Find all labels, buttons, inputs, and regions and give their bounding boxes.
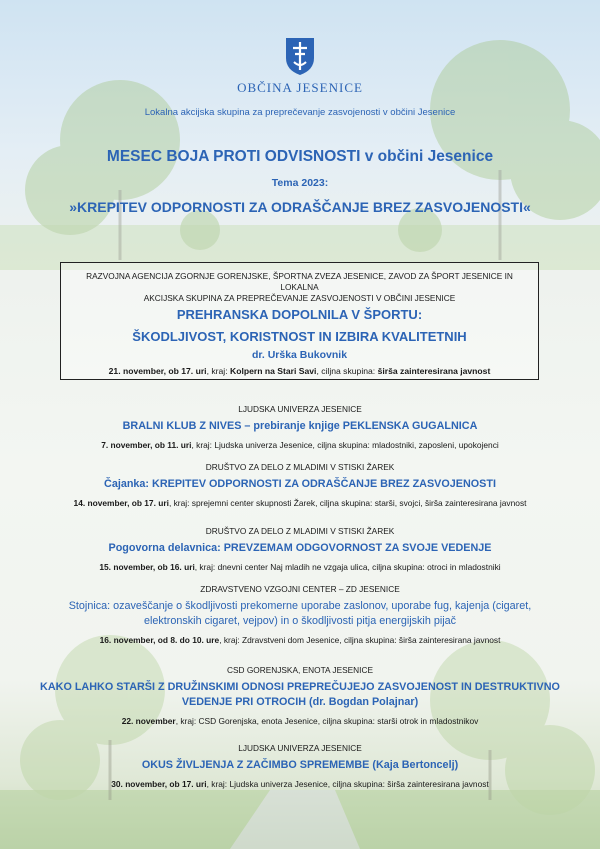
event-title <box>20 599 580 629</box>
featured-place: Kolpern na Stari Savi <box>229 366 317 376</box>
event-date: 15. november, ob 16. uri <box>99 562 195 572</box>
event-audience-label: , ciljna skupina: <box>327 779 388 789</box>
event-place-label: , kraj: <box>175 716 199 726</box>
event-audience: starši, svojci, širša zainteresirana javnost <box>374 498 527 508</box>
event-title <box>20 680 580 710</box>
featured-author: dr. Urška Bukovnik <box>251 349 348 361</box>
event-title: BRALNI KLUB Z NIVES – prebiranje knjige PEKLENSKA GUGALNICA <box>122 420 478 432</box>
event-audience: širša zainteresirana javnost <box>398 635 501 645</box>
event-place-label: , kraj: <box>206 779 230 789</box>
event-organizer: LJUDSKA UNIVERZA JESENICE <box>238 743 362 753</box>
event-audience: otroci in mladostniki <box>427 562 501 572</box>
event-title: Pogovorna delavnica: PREVZEMAM ODGOVORNOST ZA SVOJE VEDENJE <box>108 542 492 554</box>
event-title-line1: KAKO LAHKO STARŠI Z DRUŽINSKIMI ODNOSI PREPREČUJEJO ZASVOJENOST IN DESTRUKTIVNO <box>40 681 560 693</box>
subtitle: Lokalna akcijska skupina za preprečevanje zasvojenosti v občini Jesenice <box>144 107 456 118</box>
event-details <box>20 779 580 789</box>
event-title: OKUS ŽIVLJENJA Z ZAČIMBO SPREMEMBE (Kaja Bertoncelj) <box>141 759 459 771</box>
event-place-label: , kraj: <box>168 498 192 508</box>
event-item <box>20 526 580 572</box>
event-audience-label: , ciljna skupina: <box>312 440 373 450</box>
event-audience-label: , ciljna skupina: <box>315 498 375 508</box>
event-organizer: LJUDSKA UNIVERZA JESENICE <box>238 404 362 414</box>
featured-organizers <box>61 271 538 304</box>
featured-organizers-line1: RAZVOJNA AGENCIJA ZGORNJE GORENJSKE, ŠPORTNA ZVEZA JESENICE, ZAVOD ZA ŠPORT JESENICE IN LOKALNA <box>86 271 513 292</box>
theme-title: »KREPITEV ODPORNOSTI ZA ODRAŠČANJE BREZ ZASVOJENOSTI« <box>69 199 531 215</box>
event-date: 14. november, ob 17. uri <box>73 498 169 508</box>
featured-details <box>61 366 538 376</box>
event-title-line1: Stojnica: ozaveščanje o škodljivosti prekomerne uporabe zaslonov, uporabe fug, kajenja (cigaret, <box>68 600 532 612</box>
featured-title-line1: PREHRANSKA DOPOLNILA V ŠPORTU: <box>176 307 423 322</box>
featured-event <box>60 262 539 380</box>
event-title-line2: VEDENJE PRI OTROCIH (dr. Bogdan Polajnar) <box>181 696 419 708</box>
featured-place-label: , kraj: <box>206 366 230 376</box>
event-item <box>20 462 580 508</box>
event-audience-label: , ciljna skupina: <box>367 562 428 572</box>
event-organizer: DRUŠTVO ZA DELO Z MLADIMI V STISKI ŽAREK <box>205 526 395 536</box>
event-item <box>20 404 580 450</box>
event-details <box>20 498 580 508</box>
event-place: Zdravstveni dom Jesenice <box>242 635 340 645</box>
event-place: CSD Gorenjska, enota Jesenice <box>198 716 318 726</box>
event-details <box>20 562 580 572</box>
event-date: 30. november, ob 17. uri <box>111 779 207 789</box>
event-audience: mladostniki, zaposleni, upokojenci <box>372 440 499 450</box>
event-details <box>20 440 580 450</box>
event-audience-label: , ciljna skupina: <box>317 716 378 726</box>
theme-label: Tema 2023: <box>271 177 329 189</box>
event-organizer: ZDRAVSTVENO VZGOJNI CENTER – ZD JESENICE <box>200 584 400 594</box>
event-place-label: , kraj: <box>191 440 215 450</box>
event-title: Čajanka: KREPITEV ODPORNOSTI ZA ODRAŠČANJE BREZ ZASVOJENOSTI <box>104 478 496 490</box>
event-date: 16. november, od 8. do 10. ure <box>99 635 220 645</box>
featured-audience-label: , ciljna skupina: <box>316 366 378 376</box>
coat-of-arms-icon <box>284 36 316 76</box>
event-date: 22. november <box>121 716 176 726</box>
event-details <box>20 635 580 645</box>
event-audience: širša zainteresirana javnost <box>387 779 489 789</box>
featured-date: 21. november, ob 17. uri <box>108 366 207 376</box>
event-audience: starši otrok in mladostnikov <box>377 716 479 726</box>
event-item <box>20 743 580 789</box>
event-organizer: DRUŠTVO ZA DELO Z MLADIMI V STISKI ŽAREK <box>205 462 395 472</box>
event-place: sprejemni center skupnosti Žarek <box>191 498 316 508</box>
featured-audience: širša zainteresirana javnost <box>377 366 491 376</box>
event-details <box>20 716 580 726</box>
event-place-label: , kraj: <box>194 562 218 572</box>
event-organizer: CSD GORENJSKA, ENOTA JESENICE <box>227 665 373 675</box>
event-item <box>20 584 580 645</box>
featured-title-line2: ŠKODLJIVOST, KORISTNOST IN IZBIRA KVALITETNIH <box>132 329 467 344</box>
event-title-line2: elektronskih cigaret, vejpov) in o škodljivosti pitja energijskih pijač <box>143 615 457 627</box>
event-place: Ljudska univerza Jesenice <box>214 440 313 450</box>
event-audience-label: , ciljna skupina: <box>339 635 399 645</box>
event-place: dnevni center Naj mladih ne vzgaja ulica <box>217 562 368 572</box>
featured-organizers-line2: AKCIJSKA SKUPINA ZA PREPREČEVANJE ZASVOJENOSTI V OBČINI JESENICE <box>143 293 456 303</box>
event-place: Ljudska univerza Jesenice <box>229 779 328 789</box>
event-place-label: , kraj: <box>219 635 243 645</box>
municipality-name: OBČINA JESENICE <box>237 80 363 95</box>
event-item <box>20 665 580 726</box>
main-title: MESEC BOJA PROTI ODVISNOSTI v občini Jesenice <box>106 148 494 165</box>
event-date: 7. november, ob 11. uri <box>101 440 192 450</box>
